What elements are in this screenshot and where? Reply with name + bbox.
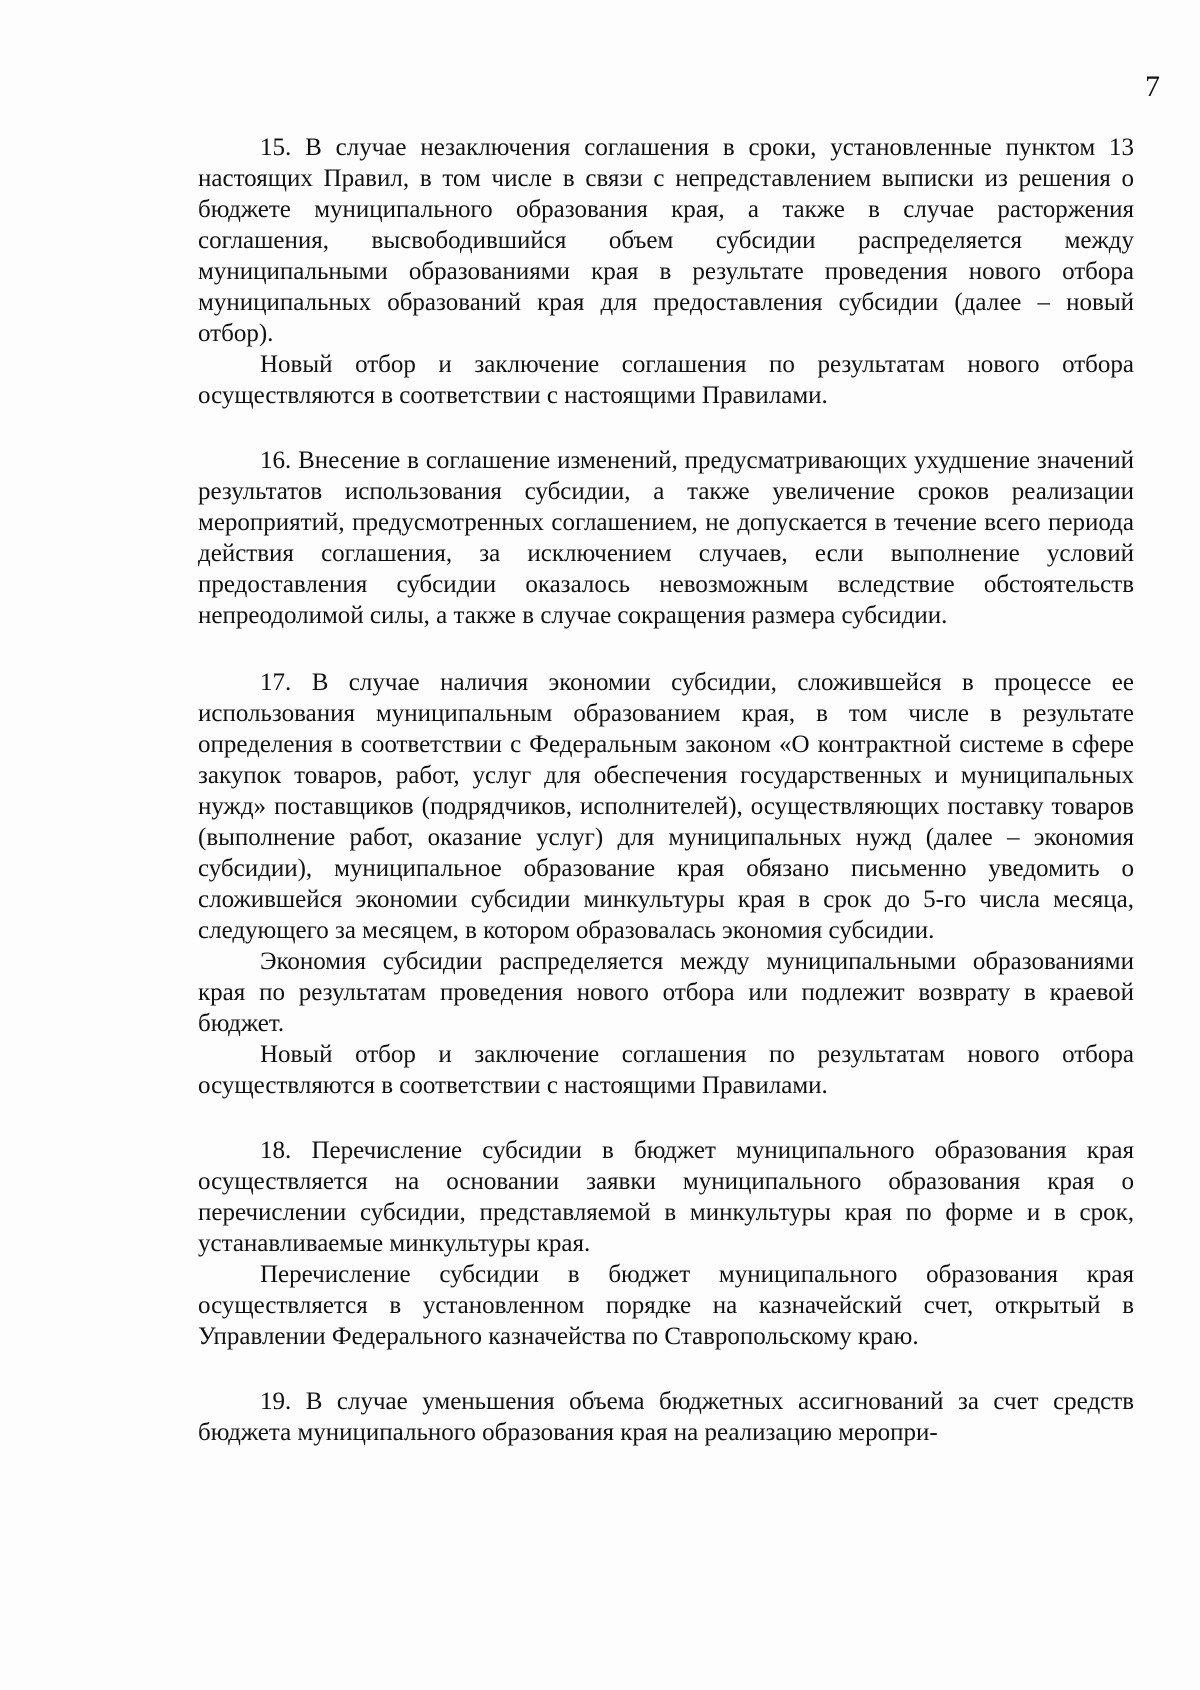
page-number: 7: [1145, 70, 1160, 103]
document-body: [198, 132, 1134, 1482]
paragraph-17-3: Новый отбор и заключение соглашения по результатам нового отбора осуществляются в соответствии с настоящими Правилами.: [198, 1041, 1134, 1099]
paragraph-16-1: 16. Внесение в соглашение изменений, предусматривающих ухудшение значений результатов использования субсидии, а также увеличение сроков реализации мероприятий, предусмотренных соглашением, не допускается в течение всего периода действия соглашения, за исключением случаев, если выполнение условий предоставления субсидии оказалось невозможным вследствие обстоятельств непреодолимой силы, а также в случае сокращения размера субсидии.: [198, 447, 1134, 629]
paragraph-18-2: Перечисление субсидии в бюджет муниципального образования края осуществляется в установленном порядке на казначейский счет, открытый в Управлении Федерального казначейства по Ставропольскому краю.: [198, 1261, 1134, 1350]
paragraph-15-2: Новый отбор и заключение соглашения по результатам нового отбора осуществляются в соответствии с настоящими Правилами.: [198, 351, 1134, 409]
section-19: [198, 1386, 1134, 1448]
paragraph-17-1: 17. В случае наличия экономии субсидии, сложившейся в процессе ее использования муниципальным образованием края, в том числе в результате определения в соответствии с Федеральным законом «О контрактной системе в сфере закупок товаров, работ, услуг для обеспечения государственных и муниципальных нужд» поставщиков (подрядчиков, исполнителей), осуществляющих поставку товаров (выполнение работ, оказание услуг) для муниципальных нужд (далее – экономия субсидии), муниципальное образование края обязано письменно уведомить о сложившейся экономии субсидии минкультуры края в срок до 5-го числа месяца, следующего за месяцем, в котором образовалась экономия субсидии.: [198, 669, 1134, 944]
section-15: [198, 132, 1134, 411]
section-16: [198, 445, 1134, 631]
paragraph-19-1: 19. В случае уменьшения объема бюджетных ассигнований за счет средств бюджета муниципального образования края на реализацию меропри-: [198, 1388, 1134, 1446]
paragraph-17-2: Экономия субсидии распределяется между муниципальными образованиями края по результатам проведения нового отбора или подлежит возврату в краевой бюджет.: [198, 948, 1134, 1037]
paragraph-15-1: 15. В случае незаключения соглашения в сроки, установленные пунктом 13 настоящих Правил, в том числе в связи с непредставлением выписки из решения о бюджете муниципального образования края, а также в случае расторжения соглашения, высвободившийся объем субсидии распределяется между муниципальными образованиями края в результате проведения нового отбора муниципальных образований края для предоставления субсидии (далее – новый отбор).: [198, 134, 1134, 347]
section-18: [198, 1135, 1134, 1352]
paragraph-18-1: 18. Перечисление субсидии в бюджет муниципального образования края осуществляется на основании заявки муниципального образования края о перечислении субсидии, представляемой в минкультуры края по форме и в срок, устанавливаемые минкультуры края.: [198, 1137, 1134, 1257]
section-17: [198, 667, 1134, 1101]
